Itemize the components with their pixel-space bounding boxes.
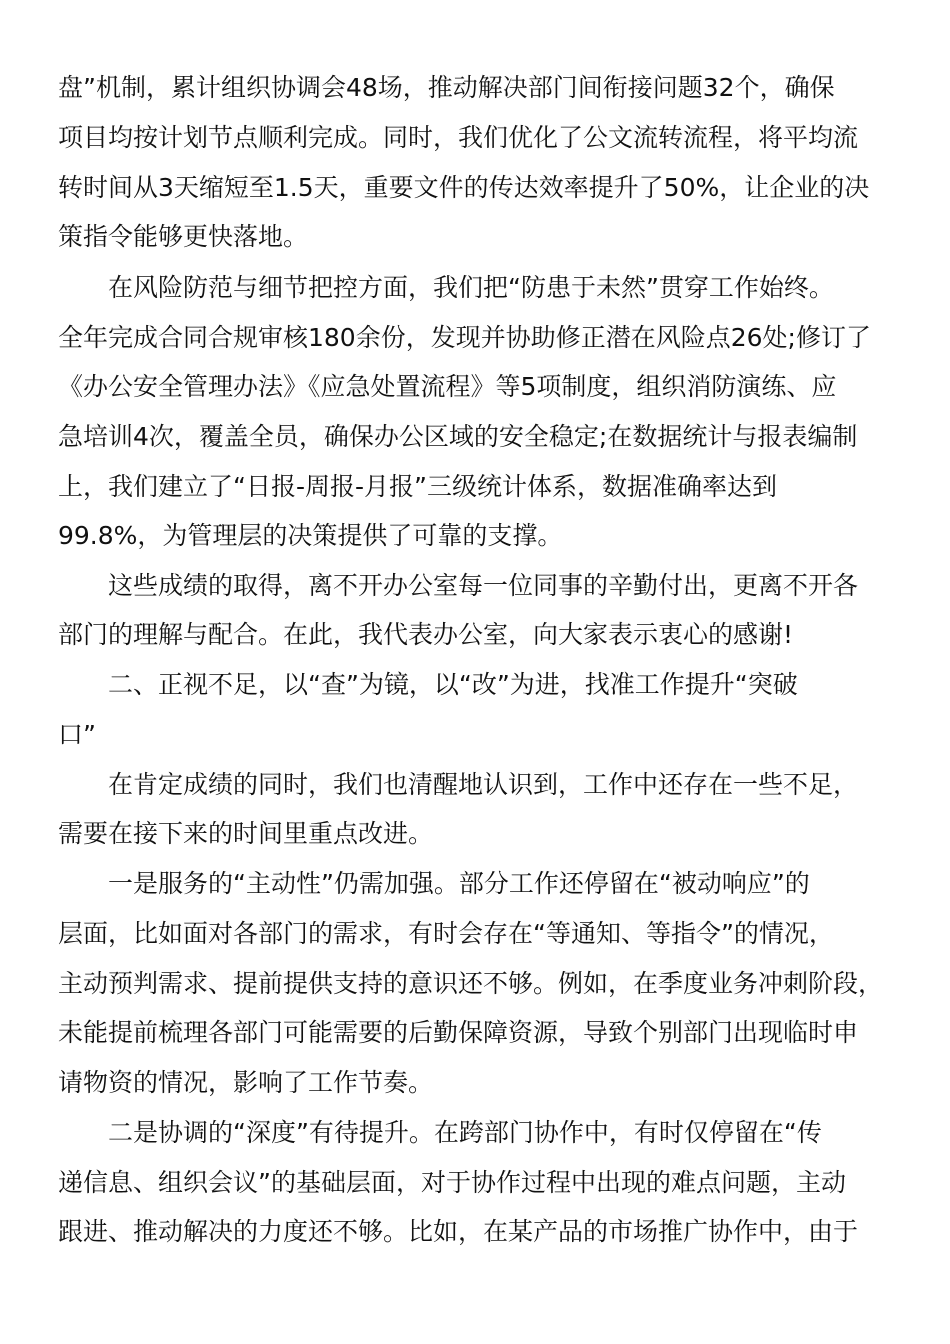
text-line: 盘”机制，累计组织协调会48场，推动解决部门间衔接问题32个，确保 xyxy=(58,73,835,102)
text-line: 急培训4次，覆盖全员，确保办公区域的安全稳定;在数据统计与报表编制 xyxy=(58,422,858,451)
section-heading: 二、正视不足，以“查”为镜，以“改”为进，找准工作提升“突破 xyxy=(108,670,798,699)
text-line: 99.8%，为管理层的决策提供了可靠的支撑。 xyxy=(58,521,563,550)
text-line: 《办公安全管理办法》《应急处置流程》等5项制度，组织消防演练、应 xyxy=(58,372,837,401)
text-line: 全年完成合同合规审核180余份，发现并协助修正潜在风险点26处;修订了 xyxy=(58,323,871,352)
paragraph-first-line: 在风险防范与细节把控方面，我们把“防患于未然”贯穿工作始终。 xyxy=(108,273,834,302)
text-line: 请物资的情况，影响了工作节奏。 xyxy=(58,1068,434,1097)
paragraph-first-line: 一是服务的“主动性”仍需加强。部分工作还停留在“被动响应”的 xyxy=(108,869,810,898)
text-line: 上，我们建立了“日报-周报-月报”三级统计体系，数据准确率达到 xyxy=(58,472,777,501)
text-line: 部门的理解与配合。在此，我代表办公室，向大家表示衷心的感谢! xyxy=(58,620,794,649)
text-line: 层面，比如面对各部门的需求，有时会存在“等通知、等指令”的情况， xyxy=(58,919,834,948)
text-line: 需要在接下来的时间里重点改进。 xyxy=(58,819,434,848)
paragraph-first-line: 在肯定成绩的同时，我们也清醒地认识到，工作中还存在一些不足， xyxy=(108,770,859,799)
text-line: 递信息、组织会议”的基础层面，对于协作过程中出现的难点问题，主动 xyxy=(58,1168,846,1197)
text-line: 项目均按计划节点顺利完成。同时，我们优化了公文流转流程，将平均流 xyxy=(58,123,859,152)
text-line: 策指令能够更快落地。 xyxy=(58,222,309,251)
paragraph-first-line: 这些成绩的取得，离不开办公室每一位同事的辛勤付出，更离不开各 xyxy=(108,571,859,600)
text-line: 主动预判需求、提前提供支持的意识还不够。例如，在季度业务冲刺阶段， xyxy=(58,969,884,998)
text-line: 转时间从3天缩短至1.5天，重要文件的传达效率提升了50%，让企业的决 xyxy=(58,173,870,202)
paragraph-first-line: 二是协调的“深度”有待提升。在跨部门协作中，有时仅停留在“传 xyxy=(108,1118,822,1147)
text-line: 跟进、推动解决的力度还不够。比如，在某产品的市场推广协作中，由于 xyxy=(58,1217,859,1246)
text-line: 未能提前梳理各部门可能需要的后勤保障资源，导致个别部门出现临时申 xyxy=(58,1018,859,1047)
section-heading-continued: 口” xyxy=(58,720,96,749)
